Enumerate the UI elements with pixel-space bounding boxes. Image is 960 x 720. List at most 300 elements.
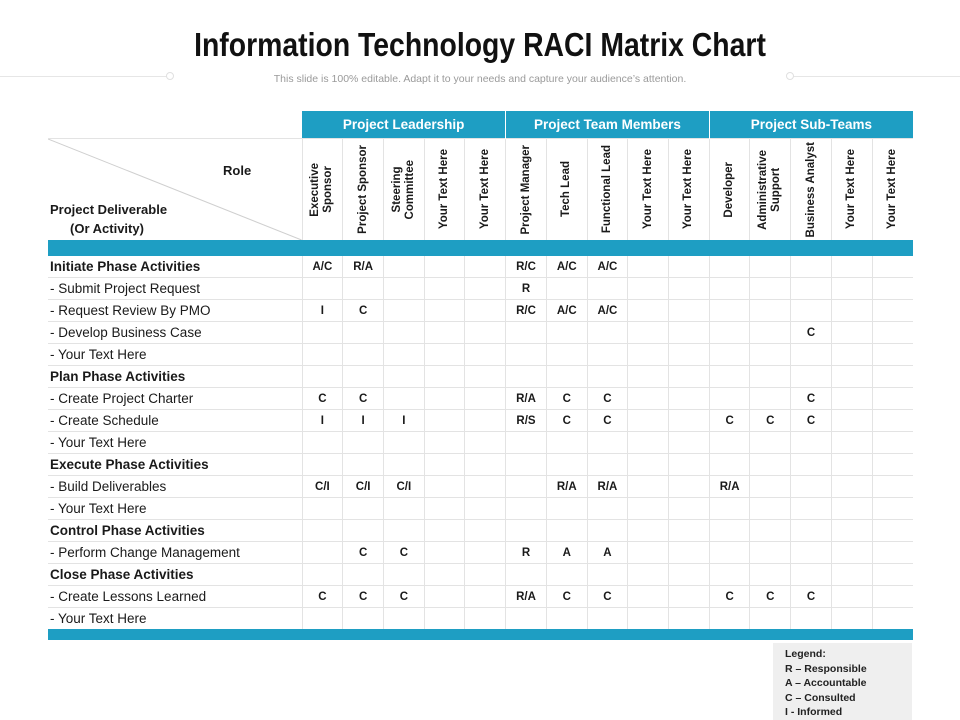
role-header-line: Steering [390,166,403,213]
raci-cell [465,520,506,542]
role-header-wrap [588,139,628,240]
raci-cell [831,586,872,608]
role-header-text [886,149,899,229]
raci-cell [628,410,669,432]
raci-cell [669,498,710,520]
raci-cell: C [343,542,384,564]
raci-cell [546,366,587,388]
raci-cell [750,564,791,586]
raci-cell [506,608,547,630]
role-header-text [642,149,655,229]
raci-cell: C [383,586,424,608]
table-row [48,410,913,432]
raci-cell [628,366,669,388]
raci-cell [791,520,832,542]
raci-cell [383,520,424,542]
role-header-text [757,150,783,230]
raci-cell [628,278,669,300]
role-header-line: Committee [403,159,416,220]
raci-cell [709,300,750,322]
raci-cell [628,322,669,344]
raci-cell [872,366,913,388]
role-header-text [438,149,451,229]
raci-cell [383,366,424,388]
raci-cell [709,454,750,476]
raci-cell: A [546,542,587,564]
raci-cell [750,476,791,498]
role-header-line: Tech Lead [560,161,573,218]
activity-label: - Create Lessons Learned [48,586,302,608]
phase-label: Plan Phase Activities [48,366,302,388]
raci-cell [465,256,506,278]
raci-cell [302,520,343,542]
raci-cell [750,278,791,300]
raci-cell [872,256,913,278]
role-header-cell [465,139,506,241]
raci-cell [628,454,669,476]
raci-cell [424,278,465,300]
table-row [48,498,913,520]
role-header-cell [831,139,872,241]
role-header-wrap [343,139,383,240]
raci-cell [831,322,872,344]
raci-cell: C [302,388,343,410]
raci-cell: I [343,410,384,432]
role-header-wrap [710,139,750,240]
raci-cell [587,608,628,630]
raci-cell: R/S [506,410,547,432]
raci-cell [831,542,872,564]
raci-cell [831,564,872,586]
raci-cell [872,432,913,454]
raci-cell [506,432,547,454]
raci-cell [750,498,791,520]
raci-cell [750,256,791,278]
raci-cell [669,388,710,410]
raci-cell [750,608,791,630]
raci-cell [424,498,465,520]
raci-cell: A/C [587,256,628,278]
raci-cell [709,608,750,630]
raci-cell [628,300,669,322]
role-header-line: Developer [723,161,736,218]
raci-cell [383,322,424,344]
raci-cell [506,476,547,498]
raci-cell [750,344,791,366]
activity-label: - Perform Change Management [48,542,302,564]
raci-cell: A/C [546,300,587,322]
raci-cell [831,410,872,432]
raci-cell [465,454,506,476]
raci-cell [628,564,669,586]
raci-cell [465,498,506,520]
raci-cell [343,344,384,366]
group-header-cell: Project Sub-Teams [709,111,913,139]
raci-cell [343,608,384,630]
raci-cell [831,520,872,542]
raci-cell [831,366,872,388]
role-header-text [682,149,695,229]
raci-cell: A/C [587,300,628,322]
raci-cell: C [302,586,343,608]
raci-cell [628,520,669,542]
raci-cell: C [587,410,628,432]
raci-cell: A [587,542,628,564]
deliverable-label [50,200,167,238]
group-header-cell: Project Team Members [506,111,710,139]
role-header-wrap [303,139,343,240]
raci-cell [709,542,750,564]
raci-cell [628,608,669,630]
raci-cell [750,388,791,410]
raci-cell: R [506,278,547,300]
raci-cell [302,432,343,454]
raci-cell [587,366,628,388]
raci-cell [343,564,384,586]
raci-cell [791,608,832,630]
footer-bar-cell [48,629,913,640]
raci-cell: C [546,410,587,432]
raci-cell [546,498,587,520]
raci-cell [831,388,872,410]
raci-cell [628,388,669,410]
raci-cell [669,454,710,476]
raci-cell [343,454,384,476]
raci-cell: C [791,586,832,608]
raci-cell [628,432,669,454]
raci-cell [669,432,710,454]
table-row [48,322,913,344]
activity-label: - Submit Project Request [48,278,302,300]
raci-cell [506,520,547,542]
table-row [48,564,913,586]
raci-cell [587,498,628,520]
raci-cell [628,476,669,498]
raci-cell [872,498,913,520]
raci-cell [831,432,872,454]
raci-cell [424,344,465,366]
role-header-line: Your Text Here [886,149,899,230]
role-header-cell [587,139,628,241]
raci-cell [872,278,913,300]
role-header-text [845,149,858,229]
group-header-row [48,111,913,139]
role-header-wrap [506,139,546,240]
raci-cell [424,366,465,388]
legend-item-informed: I - Informed [785,706,843,718]
raci-cell [587,322,628,344]
legend-title: Legend: [785,648,826,660]
raci-cell [424,520,465,542]
raci-cell: C [343,388,384,410]
role-header-wrap [384,139,424,240]
raci-cell [546,608,587,630]
activity-label: - Develop Business Case [48,322,302,344]
raci-cell [465,476,506,498]
role-header-text [723,162,736,218]
table-row [48,432,913,454]
raci-cell [669,366,710,388]
raci-cell [587,564,628,586]
raci-cell: C/I [383,476,424,498]
raci-cell [506,498,547,520]
role-header-text [520,145,533,234]
raci-cell [383,256,424,278]
raci-cell [791,498,832,520]
role-label: Role [223,163,252,178]
raci-cell [587,344,628,366]
raci-cell: R/A [709,476,750,498]
raci-cell [546,278,587,300]
raci-cell: I [302,300,343,322]
role-header-line: Functional Lead [600,145,613,234]
legend-item-responsible: R – Responsible [785,662,867,675]
raci-cell [628,498,669,520]
role-header-line: Your Text Here [478,149,491,230]
raci-cell [465,586,506,608]
raci-cell [383,608,424,630]
header-separator-bar [48,240,913,256]
raci-cell [669,608,710,630]
role-header-cell [424,139,465,241]
raci-cell [831,278,872,300]
raci-cell [302,564,343,586]
raci-cell [791,300,832,322]
role-header-cell [791,139,832,241]
raci-cell [628,542,669,564]
raci-cell [791,564,832,586]
raci-cell [669,564,710,586]
raci-cell: C/I [302,476,343,498]
raci-cell [791,256,832,278]
raci-cell [546,454,587,476]
raci-cell [465,388,506,410]
raci-cell [424,542,465,564]
raci-cell [709,256,750,278]
raci-cell [872,388,913,410]
raci-cell [424,564,465,586]
raci-cell: C [546,586,587,608]
raci-cell [791,432,832,454]
raci-cell [669,476,710,498]
raci-cell [343,322,384,344]
raci-cell [791,476,832,498]
raci-cell: R/A [546,476,587,498]
raci-cell [669,520,710,542]
raci-cell [546,322,587,344]
raci-cell [669,344,710,366]
raci-cell: R [506,542,547,564]
phase-label: Close Phase Activities [48,564,302,586]
raci-cell [383,454,424,476]
raci-cell [587,520,628,542]
raci-cell [506,366,547,388]
raci-cell [424,256,465,278]
raci-cell [465,300,506,322]
raci-cell [831,344,872,366]
activity-label: - Create Project Charter [48,388,302,410]
role-header-text [601,145,614,233]
role-header-line: Project Manager [519,144,532,235]
raci-cell [465,432,506,454]
role-header-wrap [669,139,709,240]
raci-cell [343,278,384,300]
role-header-line: Your Text Here [641,149,654,230]
raci-cell [669,586,710,608]
raci-cell [587,432,628,454]
raci-cell: I [302,410,343,432]
table-row [48,278,913,300]
raci-cell [302,454,343,476]
header-separator-cell [48,240,913,256]
raci-cell [424,322,465,344]
role-header-cell [709,139,750,241]
raci-cell [750,366,791,388]
raci-cell [465,278,506,300]
role-header-line: Sponsor [322,166,335,213]
table-row [48,586,913,608]
raci-cell [791,344,832,366]
role-header-row [48,139,913,241]
raci-cell: R/C [506,256,547,278]
raci-cell [669,542,710,564]
phase-label: Control Phase Activities [48,520,302,542]
table-row [48,344,913,366]
raci-cell [506,454,547,476]
role-header-wrap [465,139,505,240]
raci-cell [383,300,424,322]
raci-cell [302,498,343,520]
role-header-cell [383,139,424,241]
raci-cell [343,520,384,542]
raci-cell: R/A [587,476,628,498]
table-row [48,388,913,410]
raci-cell [424,300,465,322]
role-header-wrap [873,139,913,240]
role-header-line: Business Analyst [804,141,817,238]
raci-cell [302,344,343,366]
role-header-wrap [832,139,872,240]
raci-cell: R/A [343,256,384,278]
raci-cell [465,366,506,388]
raci-cell [343,432,384,454]
raci-cell [709,388,750,410]
raci-cell [669,410,710,432]
raci-cell [302,542,343,564]
raci-cell [669,256,710,278]
role-header-line: Executive [309,162,322,217]
raci-cell [424,454,465,476]
group-header-cell: Project Leadership [302,111,506,139]
raci-cell [709,322,750,344]
legend-item-consulted: C – Consulted [785,691,856,704]
raci-cell [424,608,465,630]
raci-cell: R/A [506,388,547,410]
raci-cell [506,322,547,344]
raci-cell [750,300,791,322]
raci-cell [669,322,710,344]
raci-cell [587,454,628,476]
raci-cell [628,256,669,278]
raci-cell [709,498,750,520]
deliverable-label-line1: Project Deliverable [50,202,168,217]
role-header-line: Administrative [757,149,770,230]
raci-cell: R/A [506,586,547,608]
raci-cell [628,344,669,366]
raci-cell: C [343,586,384,608]
raci-cell [831,256,872,278]
raci-cell [872,476,913,498]
raci-cell [302,322,343,344]
raci-cell [383,498,424,520]
raci-cell: I [383,410,424,432]
role-header-cell [302,139,343,241]
role-header-text [805,142,818,237]
group-header-blank [48,111,302,139]
raci-cell [831,498,872,520]
raci-cell [465,608,506,630]
raci-cell [546,344,587,366]
raci-cell [424,432,465,454]
raci-cell: C [791,410,832,432]
phase-label: Execute Phase Activities [48,454,302,476]
raci-cell [383,432,424,454]
raci-cell [546,432,587,454]
raci-cell: C [546,388,587,410]
raci-cell [872,542,913,564]
raci-cell [831,300,872,322]
table-row [48,520,913,542]
role-header-cell [506,139,547,241]
role-header-text [560,161,573,217]
raci-cell [709,432,750,454]
raci-cell [587,278,628,300]
raci-cell [383,344,424,366]
raci-cell: C [709,410,750,432]
legend-item-accountable: A – Accountable [785,677,867,689]
raci-cell [872,300,913,322]
raci-cell [546,520,587,542]
raci-matrix-table [48,111,913,640]
raci-cell [709,366,750,388]
raci-cell [872,454,913,476]
role-header-line: Your Text Here [845,149,858,230]
raci-cell [750,520,791,542]
role-header-wrap [425,139,465,240]
page-subtitle: This slide is 100% editable. Adapt it to your needs and capture your audience’s attention. [273,73,687,85]
raci-cell [669,278,710,300]
raci-cell [506,564,547,586]
role-header-wrap [791,139,831,240]
activity-label: - Your Text Here [48,498,302,520]
raci-cell: C/I [343,476,384,498]
raci-cell: A/C [302,256,343,278]
raci-cell: A/C [546,256,587,278]
activity-label: - Your Text Here [48,432,302,454]
raci-cell [791,366,832,388]
raci-cell [302,608,343,630]
page-title: Information Technology RACI Matrix Chart [194,26,766,63]
raci-cell [465,322,506,344]
raci-cell: C [750,410,791,432]
raci-cell [831,476,872,498]
role-header-wrap [750,139,790,240]
raci-cell [831,608,872,630]
raci-cell [872,586,913,608]
raci-cell [791,454,832,476]
raci-cell [750,322,791,344]
table-row [48,608,913,630]
